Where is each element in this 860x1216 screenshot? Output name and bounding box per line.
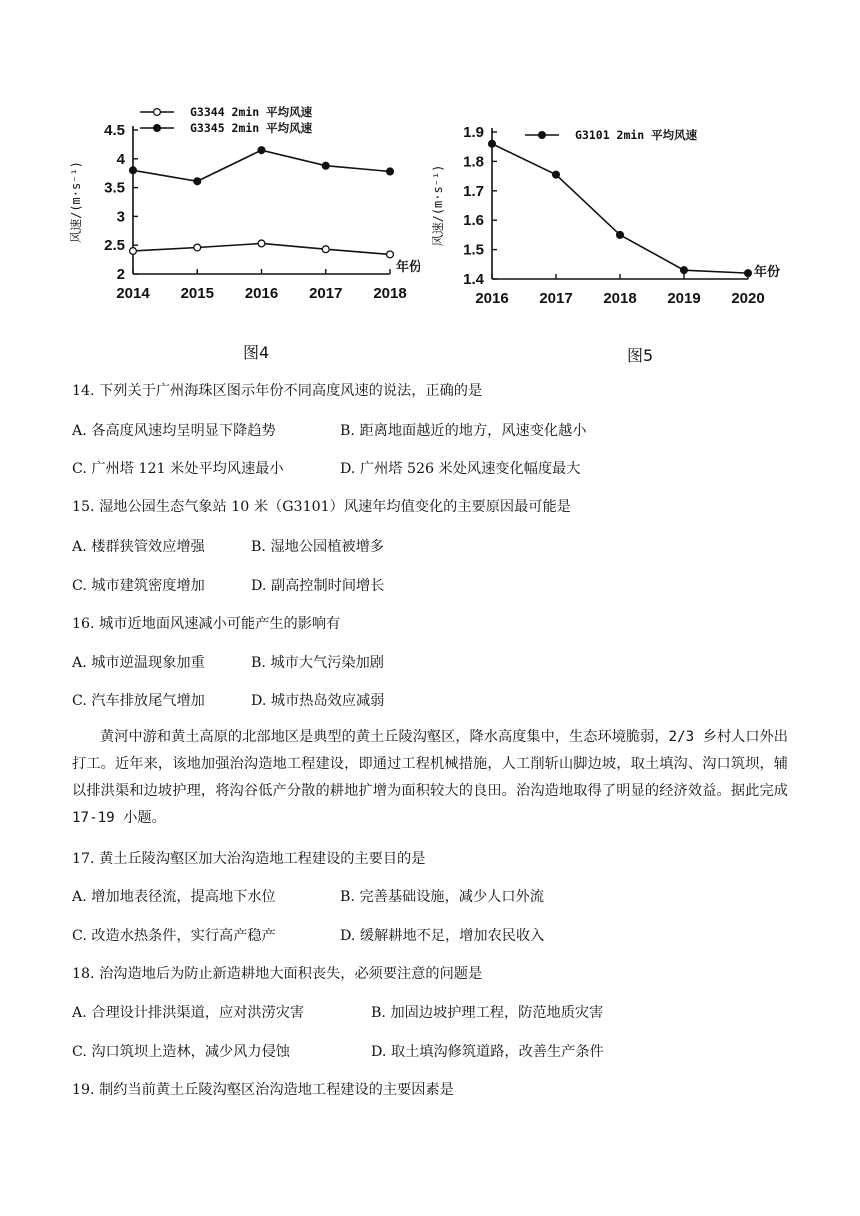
- q14-option-b: B. 距离地面越近的地方，风速变化越小: [340, 423, 587, 439]
- data-point: [387, 168, 394, 175]
- x-tick-label: 2016: [475, 290, 509, 307]
- x-tick-label: 2016: [244, 285, 279, 302]
- x-tick-label: 2017: [309, 285, 343, 302]
- legend-marker: [154, 125, 161, 132]
- y-tick-label: 1.9: [463, 124, 484, 141]
- x-tick-label: 2018: [373, 285, 407, 302]
- reading-passage: 黄河中游和黄土高原的北部地区是典型的黄土丘陵沟壑区，降水高度集中，生态环境脆弱，2/3 乡村人口外出打工。近年来，该地加强治沟造地工程建设，即通过工程机械措施，人工削斩山脚边坡，取土填沟、沟口筑坝，辅以排洪渠和边坡护理，将沟谷低产分散的耕地扩增为面积较大的良田。治沟造地取得了明显的经济效益。据此完成 17-19 小题。: [72, 729, 788, 826]
- chart-4: [60, 100, 420, 320]
- question-14-stem: 14. 下列关于广州海珠区图示年份不同高度风速的说法，正确的是: [72, 383, 483, 399]
- q17-option-b: B. 完善基础设施，减少人口外流: [340, 889, 544, 905]
- figure-4-caption: 图4: [243, 343, 270, 362]
- q15-option-d: D. 副高控制时间增长: [251, 578, 385, 594]
- question-18-stem: 18. 治沟造地后为防止新造耕地大面积丧失，必须要注意的问题是: [72, 966, 483, 982]
- y-tick-label: 3.5: [104, 179, 125, 197]
- series-line: [133, 150, 390, 181]
- data-point: [322, 162, 329, 169]
- legend-label: G3344 2min 平均风速: [190, 105, 313, 119]
- legend-marker: [154, 109, 161, 116]
- x-tick-label: 2019: [667, 290, 701, 307]
- y-tick-label: 2: [116, 266, 125, 283]
- y-tick-label: 1.8: [463, 153, 484, 171]
- y-tick-label: 1.6: [463, 212, 484, 230]
- y-tick-label: 3: [116, 208, 125, 226]
- q14-option-a: A. 各高度风速均呈明显下降趋势: [72, 423, 276, 439]
- series-line: [492, 144, 748, 273]
- q15-option-c: C. 城市建筑密度增加: [72, 578, 205, 594]
- question-19-stem: 19. 制约当前黄土丘陵沟壑区治沟造地工程建设的主要因素是: [72, 1082, 454, 1098]
- y-tick-label: 4: [116, 150, 125, 168]
- y-axis-label: 风速/(m·s⁻¹): [431, 164, 445, 247]
- q18-option-d: D. 取土填沟修筑道路，改善生产条件: [371, 1044, 604, 1060]
- x-tick-label: 2017: [539, 290, 573, 307]
- y-axis-label: 风速/(m·s⁻¹): [69, 161, 83, 243]
- q16-option-a: A. 城市逆温现象加重: [72, 655, 205, 671]
- q14-option-c: C. 广州塔 121 米处平均风速最小: [72, 461, 284, 477]
- data-point: [194, 178, 201, 185]
- figure-4: [60, 100, 420, 320]
- data-point: [322, 246, 329, 253]
- x-tick-label: 2014: [116, 285, 150, 302]
- question-16-stem: 16. 城市近地面风速减小可能产生的影响有: [72, 616, 341, 632]
- data-point: [130, 167, 137, 174]
- figure-5-caption: 图5: [627, 346, 654, 365]
- figure-5: [430, 115, 800, 320]
- data-point: [617, 232, 624, 239]
- q15-option-b: B. 湿地公园植被增多: [251, 539, 384, 555]
- data-point: [681, 267, 688, 274]
- x-tick-label: 2015: [180, 285, 214, 302]
- x-tick-label: 2018: [603, 290, 637, 307]
- x-tick-label: 2020: [731, 290, 765, 307]
- legend-marker: [539, 132, 546, 139]
- y-tick-label: 1.7: [463, 182, 484, 200]
- data-point: [258, 147, 265, 154]
- data-point: [553, 171, 560, 178]
- q14-option-d: D. 广州塔 526 米处风速变化幅度最大: [340, 461, 581, 477]
- data-point: [387, 251, 394, 258]
- chart-5: [430, 115, 800, 320]
- data-point: [489, 140, 496, 147]
- data-point: [745, 270, 752, 277]
- data-point: [258, 240, 265, 247]
- y-tick-label: 1.4: [463, 271, 484, 288]
- q16-option-d: D. 城市热岛效应减弱: [251, 693, 385, 709]
- q16-option-c: C. 汽车排放尾气增加: [72, 693, 205, 709]
- q18-option-c: C. 沟口筑坝上造林，减少风力侵蚀: [72, 1044, 290, 1060]
- q15-option-a: A. 楼群狭管效应增强: [72, 539, 205, 555]
- x-axis-unit: 年份: [754, 265, 781, 280]
- legend-label: G3101 2min 平均风速: [575, 128, 698, 142]
- question-15-stem: 15. 湿地公园生态气象站 10 米（G3101）风速年均值变化的主要原因最可能是: [72, 499, 571, 515]
- q18-option-a: A. 合理设计排洪渠道，应对洪涝灾害: [72, 1005, 305, 1021]
- x-axis-unit: 年份: [396, 260, 420, 275]
- y-tick-label: 1.5: [463, 241, 484, 259]
- question-17-stem: 17. 黄土丘陵沟壑区加大治沟造地工程建设的主要目的是: [72, 851, 426, 867]
- y-tick-label: 4.5: [104, 122, 125, 139]
- q17-option-c: C. 改造水热条件，实行高产稳产: [72, 928, 276, 944]
- q17-option-d: D. 缓解耕地不足，增加农民收入: [340, 928, 545, 944]
- q17-option-a: A. 增加地表径流，提高地下水位: [72, 889, 276, 905]
- legend-label: G3345 2min 平均风速: [190, 121, 313, 135]
- q16-option-b: B. 城市大气污染加剧: [251, 655, 384, 671]
- y-tick-label: 2.5: [104, 237, 125, 255]
- q18-option-b: B. 加固边坡护理工程，防范地质灾害: [371, 1005, 604, 1021]
- data-point: [194, 244, 201, 251]
- data-point: [130, 248, 137, 255]
